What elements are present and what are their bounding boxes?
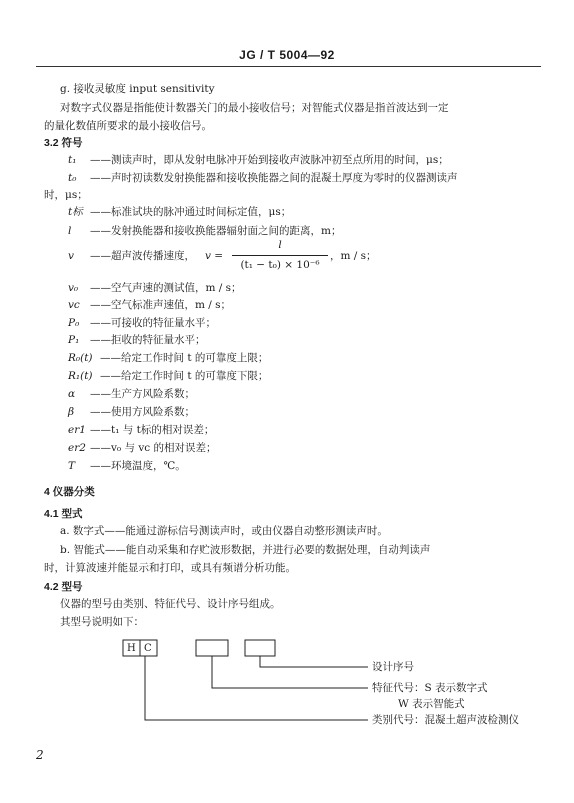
leader-design [260,656,368,667]
symbol-name: t₁ [68,154,77,166]
page-header: JG / T 5004—92 [239,48,335,62]
label-feature-code-2: W 表示智能式 [398,698,465,710]
model-desc-1: 仪器的型号由类别、特征代号、设计序号组成。 [60,598,281,610]
section-4-2-heading: 4.2 型号 [44,581,83,593]
symbol-name: er2 [68,442,86,454]
symbol-desc: ——t₁ 与 t标的相对误差； [90,424,215,436]
symbol-name: l [68,225,72,237]
formula-numerator: l [278,239,282,251]
label-feature-code: 特征代号：S 表示数字式 [372,682,488,694]
label-design-number: 设计序号 [372,661,414,673]
symbol-desc: ——标准试块的脉冲通过时间标定值，μs； [90,206,292,218]
symbol-desc: ——v₀ 与 vc 的相对误差； [90,442,217,454]
type-intelligent-2: 时，计算波速并能显示和打印，或具有频谱分析功能。 [44,562,296,574]
symbol-name: v₀ [68,282,79,294]
section-4-1-heading: 4.1 型式 [44,508,83,520]
symbol-name: P₀ [68,317,80,329]
symbol-desc: ——给定工作时间 t 的可靠度上限； [100,352,269,364]
formula-denominator: (t₁ − t₀) × 10⁻⁶ [240,259,320,271]
symbol-name: t标 [68,206,83,218]
symbol-name: R₁(t) [68,370,93,382]
type-intelligent-1: b. 智能式——能自动采集和存贮波形数据，并进行必要的数据处理，自动判读声 [60,544,431,556]
symbol-name: er1 [68,424,86,436]
symbol-name: t₀ [68,172,77,184]
symbol-name: β [68,406,75,418]
term-g-label: g. 接收灵敏度 input sensitivity [60,83,215,95]
term-g-desc-1: 对数字式仪器是指能使计数器关门的最小接收信号；对智能式仪器是指首波达到一定 [60,102,449,114]
section-3-2-heading: 3.2 符号 [44,137,83,149]
box-design [245,640,275,656]
formula-lhs: v = [205,250,224,262]
symbol-name: P₁ [68,334,80,346]
symbol-desc: ——空气标准声速值，m / s； [90,299,232,311]
symbol-name: R₀(t) [68,352,93,364]
symbol-name: v [68,250,74,262]
symbol-desc: 时，μs； [44,189,88,201]
formula-unit: ，m / s； [330,250,377,262]
symbol-desc: ——声时初读数发射换能器和接收换能器之间的混凝土厚度为零时的仪器测读声 [90,172,458,184]
symbol-desc: ——可接收的特征量水平； [90,317,216,329]
symbol-desc: ——空气声速的测试值，m / s； [90,282,242,294]
symbol-desc: ——给定工作时间 t 的可靠度下限； [100,370,269,382]
label-category-code: 类别代号：混凝土超声波检测仪 [372,714,519,726]
symbol-name: α [68,388,76,400]
type-digital: a. 数字式——能通过游标信号测读声时，或由仪器自动整形测读声时。 [60,525,388,537]
symbol-desc: ——发射换能器和接收换能器辐射面之间的距离，m； [90,225,342,237]
model-desc-2: 其型号说明如下： [60,616,144,628]
symbol-desc: ——使用方风险系数； [90,406,195,418]
symbol-desc: ——测读声时，即从发射电脉冲开始到接收声波脉冲初至点所用的时间，μs； [90,154,449,166]
symbol-name: T [68,460,76,472]
symbol-desc: ——超声波传播速度， [90,250,195,262]
page-number: 2 [36,748,44,762]
section-4-heading: 4 仪器分类 [44,486,95,498]
term-g-desc-2: 的量化数值所要求的最小接收信号。 [44,120,212,132]
symbol-desc: ——生产方风险系数； [90,388,195,400]
box-letter-c: C [144,643,152,654]
symbol-name: vc [68,299,80,311]
box-feature [196,640,228,656]
box-letter-h: H [127,643,136,654]
symbol-desc: ——环境温度，℃。 [90,460,186,472]
symbol-desc: ——拒收的特征量水平； [90,334,206,346]
leader-feature [212,656,368,688]
